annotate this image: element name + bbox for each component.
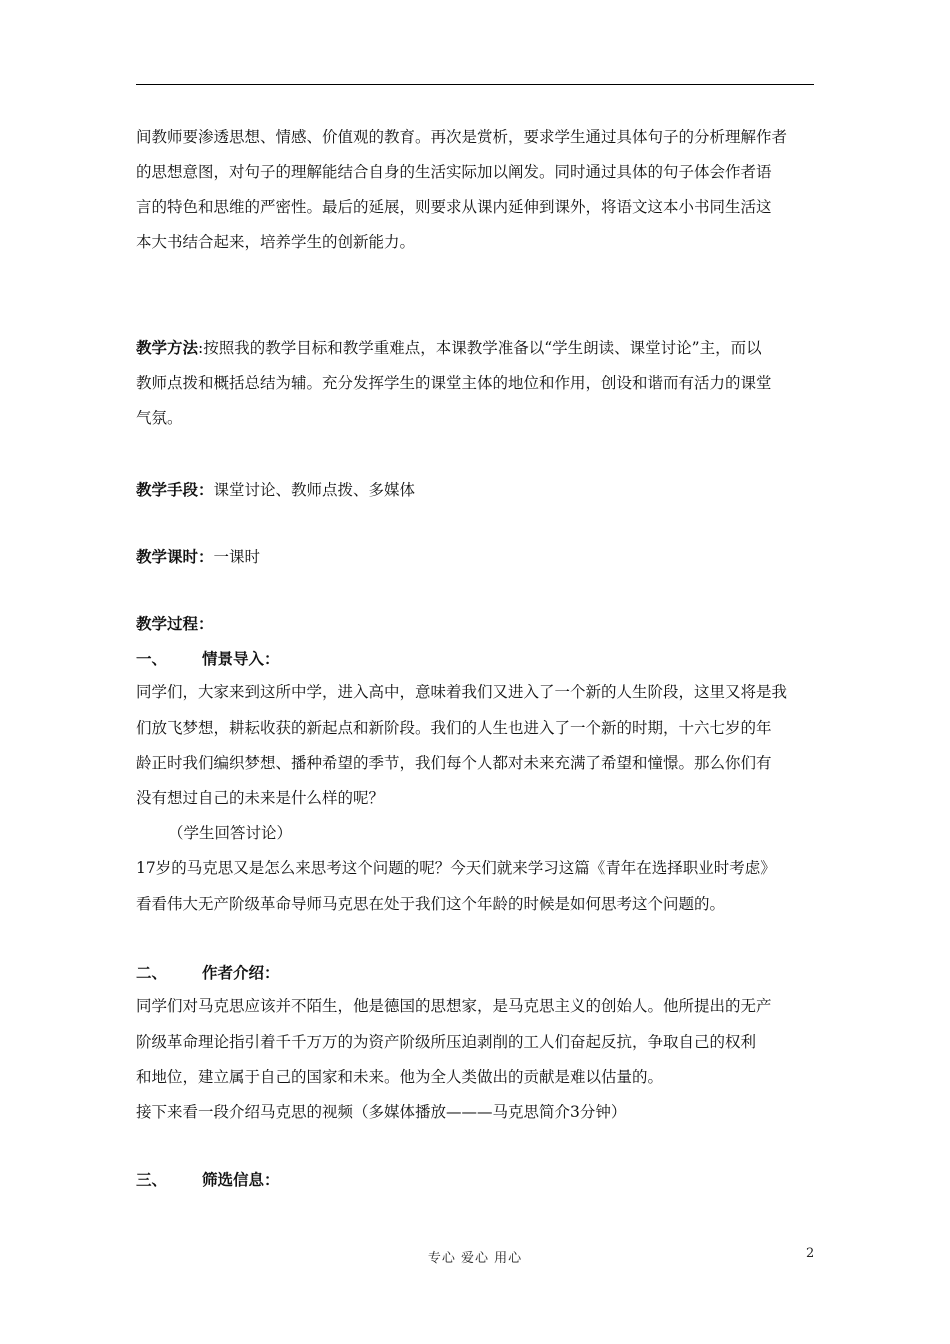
section1-number: 一、 <box>136 649 168 668</box>
section1-line-5: 17岁的马克思又是怎么来思考这个问题的呢？今天们就来学习这篇《青年在选择职业时考虑》 <box>136 859 776 877</box>
footer-motto: 专心 爱心 用心 <box>427 1251 523 1266</box>
teaching-hours-label: 教学课时： <box>136 547 214 566</box>
teaching-method-line-2: 教师点拨和概括总结为辅。充分发挥学生的课堂主体的地位和作用，创设和谐而有活力的课堂 <box>136 374 772 392</box>
teaching-hours-value: 一课时 <box>213 548 261 566</box>
section2-line-3: 和地位，建立属于自己的国家和未来。他为全人类做出的贡献是难以估量的。 <box>136 1068 664 1086</box>
section2-line-1: 同学们对马克思应该并不陌生，他是德国的思想家，是马克思主义的创始人。他所提出的无产 <box>136 997 772 1015</box>
teaching-method-text: :按照我的教学目标和教学重难点，本课教学准备以“学生朗读、课堂讨论”主，而以 <box>198 339 762 357</box>
intro-line-1: 间教师要渗透思想、情感、价值观的教育。再次是赏析，要求学生通过具体句子的分析理解作者 <box>136 128 788 146</box>
section1-heading <box>136 642 816 676</box>
teaching-method-line-3: 气氛。 <box>136 409 183 427</box>
teaching-means-value: 课堂讨论、教师点拨、多媒体 <box>213 481 416 499</box>
page-number: 2 <box>806 1246 815 1261</box>
intro-line-3: 言的特色和思维的严密性。最后的延展，则要求从课内延伸到课外，将语文这本小书同生活这 <box>136 198 772 216</box>
section2-heading <box>136 956 816 990</box>
section1-line-2: 们放飞梦想，耕耘收获的新起点和新阶段。我们的人生也进入了一个新的时期，十六七岁的年 <box>136 719 772 737</box>
section1-line-4: 没有想过自己的未来是什么样的呢？ <box>136 789 385 807</box>
section3-number: 三、 <box>136 1170 168 1189</box>
section1-line-3: 龄正时我们编织梦想、播种希望的季节，我们每个人都对未来充满了希望和憧憬。那么你们有 <box>136 754 772 772</box>
section2-line-4: 接下来看一段介绍马克思的视频（多媒体播放———马克思简介3分钟） <box>136 1103 627 1121</box>
header-rule <box>136 84 814 85</box>
intro-line-2: 的思想意图，对句子的理解能结合自身的生活实际加以阐发。同时通过具体的句子体会作者语 <box>136 163 772 181</box>
teaching-means-label: 教学手段： <box>136 480 214 499</box>
process-title: 教学过程： <box>136 614 214 633</box>
section1-title: 情景导入： <box>202 649 280 668</box>
section1-note: （学生回答讨论） <box>168 824 293 842</box>
section3-heading <box>136 1163 816 1197</box>
section2-title: 作者介绍： <box>202 963 280 982</box>
section1-line-1: 同学们，大家来到这所中学，进入高中，意味着我们又进入了一个新的人生阶段，这里又将是我 <box>136 683 788 701</box>
teaching-means-line <box>136 473 816 507</box>
teaching-hours-line <box>136 540 816 574</box>
intro-line-4: 本大书结合起来，培养学生的创新能力。 <box>136 233 416 251</box>
section1-line-6: 看看伟大无产阶级革命导师马克思在处于我们这个年龄的时候是如何思考这个问题的。 <box>136 895 726 913</box>
teaching-method-label: 教学方法 <box>136 338 199 357</box>
section2-line-2: 阶级革命理论指引着千千万万的为资产阶级所压迫剥削的工人们奋起反抗，争取自己的权利 <box>136 1033 757 1051</box>
section3-title: 筛选信息： <box>202 1170 280 1189</box>
section2-number: 二、 <box>136 963 168 982</box>
teaching-method-line-1 <box>136 331 816 365</box>
